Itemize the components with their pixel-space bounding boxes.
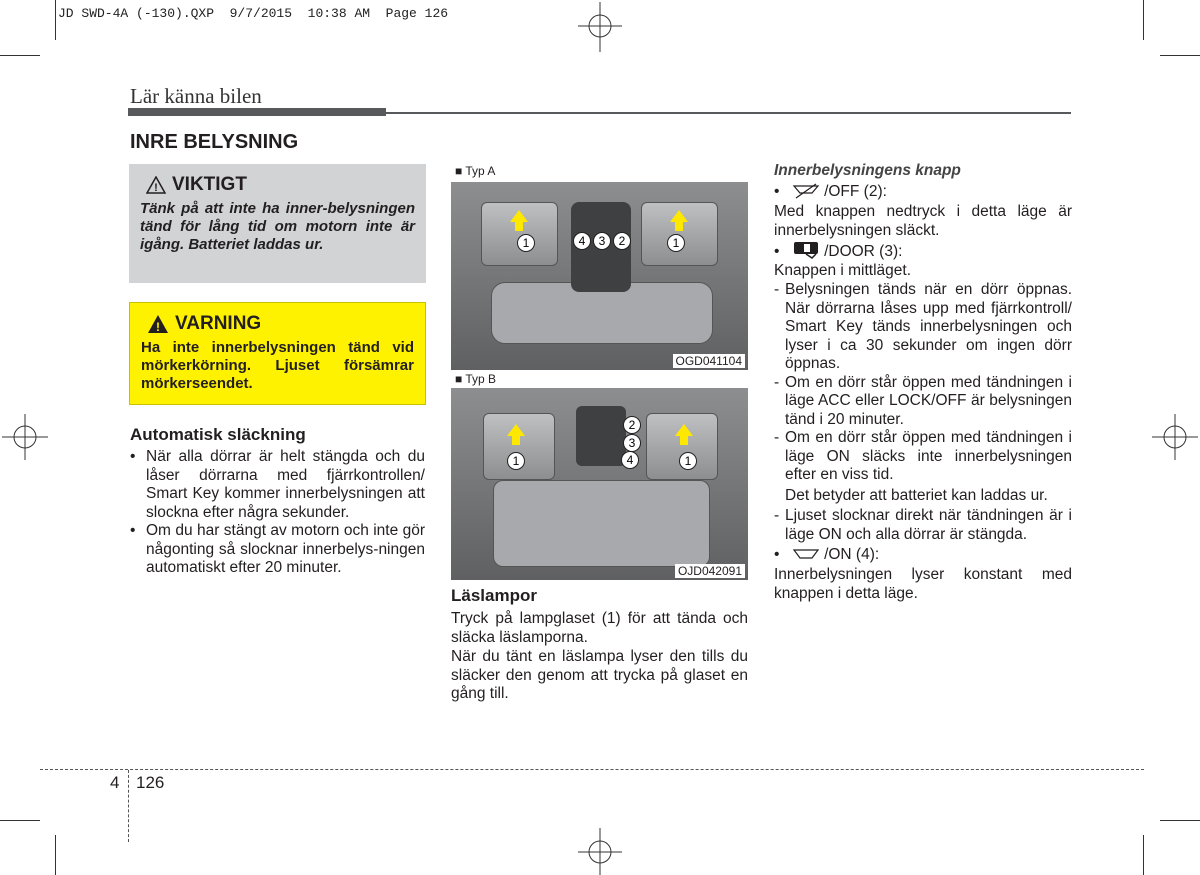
- viktigt-title: VIKTIGT: [172, 174, 247, 195]
- callout-2: 2: [613, 232, 631, 250]
- callout-1: 1: [507, 452, 525, 470]
- chapter-number: 4: [110, 773, 120, 792]
- list-item: - Ljuset slocknar direkt när tändningen är i läge ON och alla dörrar är stängda.: [774, 507, 1072, 544]
- crop-mark: [1160, 55, 1200, 56]
- list-item: - Om en dörr står öppen med tändningen i läge ON släcks inte innerbelysningen efter en viss tid.: [774, 429, 1072, 485]
- viktigt-title-row: [146, 174, 415, 196]
- callout-1: 1: [667, 234, 685, 252]
- auto-heading: Automatisk släckning: [130, 425, 306, 444]
- title-rule: [386, 112, 1071, 114]
- list-item: • När alla dörrar är helt stängda och du låser dörrarna med fjärrkontrollen/ Smart Key kommer innerbelysningen att slockna efter några sekunder.: [130, 448, 425, 522]
- registration-mark-icon: [578, 2, 622, 52]
- battery-note: Det betyder att batteriet kan laddas ur.: [785, 487, 1048, 504]
- on-label: /ON (4):: [824, 546, 880, 563]
- svg-text:!: !: [156, 320, 160, 334]
- laslampor-text-1: Tryck på lampglaset (1) för att tända och släcka läslamporna.: [451, 610, 748, 646]
- auto-list: [130, 448, 425, 578]
- crop-mark: [0, 820, 40, 821]
- callout-4: 4: [573, 232, 591, 250]
- door-dash-list: [774, 281, 1072, 485]
- door-row: • /DOOR (3):: [774, 243, 903, 260]
- crop-mark: [55, 835, 56, 875]
- title-rule: [128, 108, 386, 116]
- off-label: /OFF (2):: [824, 183, 887, 200]
- print-slug: JD SWD-4A (-130).QXP 9/7/2015 10:38 AM Page 126: [58, 6, 449, 21]
- viktigt-text: Tänk på att inte ha inner-belysningen tänd för lång tid om motorn inte är igång. Batteriet laddas ur.: [140, 200, 415, 253]
- callout-1: 1: [679, 452, 697, 470]
- list-item: - Om en dörr står öppen med tändningen i läge ACC eller LOCK/OFF är belysningen tänd i 20 minuter.: [774, 374, 1072, 430]
- crop-mark: [1143, 0, 1144, 40]
- on-row: • /ON (4):: [774, 546, 880, 563]
- page-number: 126: [136, 773, 165, 792]
- varning-title: VARNING: [175, 313, 262, 334]
- footer-rule: [40, 769, 1144, 770]
- list-item: - Belysningen tänds när en dörr öppnas. När dörrarna låses upp med fjärrkontroll/ Smart Key tänds innerbelysningen och lyser i ca 30 sekunder om ingen dörr öppnas.: [774, 281, 1072, 374]
- registration-mark-icon: [2, 414, 48, 460]
- off-text: Med knappen nedtryck i detta läge är innerbelysningen släckt.: [774, 203, 1072, 239]
- laslampor-heading: Läslampor: [451, 586, 537, 605]
- photo-a-code: OGD041104: [673, 354, 746, 368]
- footer-divider: [128, 770, 129, 842]
- on-text: Innerbelysningen lyser konstant med knappen i detta läge.: [774, 566, 1072, 602]
- list-item: • Om du har stängt av motorn och inte gör någonting så slocknar innerbelys-ningen automatiskt efter 20 minuter.: [130, 522, 425, 578]
- viktigt-box: [129, 164, 426, 283]
- lamp-on-icon: [792, 547, 820, 561]
- off-dash-list: [774, 507, 1072, 544]
- chapter-title: Lär känna bilen: [130, 84, 262, 108]
- knapp-heading: Innerbelysningens knapp: [774, 162, 961, 179]
- registration-mark-icon: [1152, 414, 1198, 460]
- svg-text:!: !: [154, 182, 158, 194]
- door-label: /DOOR (3):: [824, 243, 903, 260]
- photo-a-label: ■ Typ A: [455, 164, 496, 178]
- photo-b-code: OJD042091: [675, 564, 745, 578]
- callout-1: 1: [517, 234, 535, 252]
- laslampor-text-2: När du tänt en läslampa lyser den tills du släcker den genom att trycka på glaset en gång till.: [451, 648, 748, 702]
- page-heading: INRE BELYSNING: [130, 131, 299, 153]
- crop-mark: [55, 0, 56, 40]
- photo-b-label: ■ Typ B: [455, 372, 497, 386]
- varning-box: [129, 302, 426, 405]
- callout-3: 3: [593, 232, 611, 250]
- warning-icon: [147, 314, 169, 334]
- crop-mark: [1160, 820, 1200, 821]
- callout-2: 2: [623, 416, 641, 434]
- overhead-console-photo-b: [451, 388, 748, 580]
- varning-text: Ha inte innerbelysningen tänd vid mörkerkörning. Ljuset försämrar mörkerseendet.: [141, 339, 414, 392]
- registration-mark-icon: [578, 828, 622, 875]
- callout-4: 4: [621, 451, 639, 469]
- door-text: Knappen i mittläget.: [774, 262, 912, 279]
- varning-title-row: [147, 313, 414, 335]
- overhead-console-photo-a: [451, 182, 748, 370]
- crop-mark: [1143, 835, 1144, 875]
- caution-icon: [146, 176, 166, 194]
- lamp-off-icon: [792, 183, 820, 199]
- crop-mark: [0, 55, 40, 56]
- door-lamp-icon: [792, 241, 820, 259]
- callout-3: 3: [623, 434, 641, 452]
- off-row: • /OFF (2):: [774, 183, 887, 200]
